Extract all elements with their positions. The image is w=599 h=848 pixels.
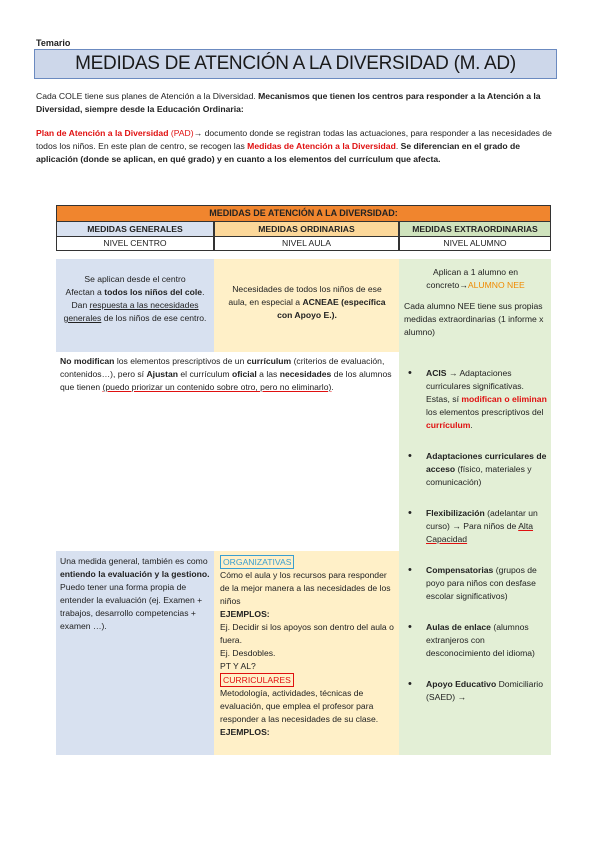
ejemplos-label: EJEMPLOS: (220, 609, 270, 619)
extra-intro (404, 266, 547, 292)
enlace-text: (alumnos extranjeros con desconocimiento del idioma) (426, 622, 535, 658)
organizativas-text: Cómo el aula y los recursos para responder de la mejor manera a las necesidades de los niños (220, 570, 391, 606)
acis-text-2: los elementos prescriptivos del (426, 407, 544, 417)
ejemplos-label-2: EJEMPLOS: (220, 727, 270, 737)
ordinary-plain: Necesidades de todos los niños de ese aula, en especial a (228, 284, 382, 307)
no-modifican-paragraph (60, 355, 394, 394)
ordinary-cell-text (222, 283, 392, 322)
intro-paragraph-1 (36, 90, 558, 116)
intro-paragraph-2 (36, 127, 558, 166)
apoyo-text: Domiciliario (SAED) → (426, 679, 543, 702)
column-header-general: MEDIDAS GENERALES (56, 222, 214, 237)
alumno-nee-label: ALUMNO NEE (467, 280, 525, 290)
compens-title: Compensatorias (426, 565, 494, 575)
nm-t6: . (331, 382, 334, 392)
apoyo-title: Apoyo Educativo (426, 679, 497, 689)
list-item-acceso (404, 450, 549, 489)
list-item-apoyo (404, 678, 549, 704)
list-item-flexibilizacion (404, 507, 549, 546)
ge-t1: Una medida general, también es como (60, 556, 208, 566)
column-sub-ordinary: NIVEL AULA (214, 237, 399, 251)
general-line-3-underlined: respuesta a las necesidades generales (63, 300, 199, 323)
acis-title: ACIS (426, 368, 447, 378)
nm-b2: currículum (246, 356, 292, 366)
ge-b1: entiendo la evaluación y la gestiono. (60, 569, 210, 579)
acceso-text: (físico, materiales y comunicación) (426, 464, 532, 487)
extra-p2: Cada alumno NEE tiene sus propias medidas extraordinarias (1 informe x alumno) (404, 301, 544, 337)
intro-p1-bold: Mecanismos que tienen los centros para responder a la Atención a la Diversidad, siempre desde la Educación Ordinaria: (36, 91, 541, 114)
enlace-title: Aulas de enlace (426, 622, 491, 632)
example-1: Ej. Decidir si los apoyos son dentro del aula o fuera. (220, 622, 394, 645)
column-sub-extraordinary: NIVEL ALUMNO (399, 237, 551, 251)
general-line-1: Se aplican desde el centro (84, 274, 186, 284)
general-cell-text (62, 273, 208, 325)
acceso-title: Adaptaciones curriculares de acceso (426, 451, 547, 474)
nm-underlined: (puedo priorizar un contenido sobre otro, pero no eliminarlo) (102, 382, 332, 392)
curriculares-label: CURRICULARES (220, 673, 294, 687)
general-line-3-end: de los niños de ese centro. (101, 313, 207, 323)
flex-text: (adelantar un curso) → Para niños de (426, 508, 538, 531)
general-line-3: . Dan (71, 287, 205, 310)
nm-b5: necesidades (279, 369, 332, 379)
document-subject: Temario (36, 38, 71, 48)
general-line-2-bold: todos los niños del cole (104, 287, 203, 297)
column-header-ordinary: MEDIDAS ORDINARIAS (214, 222, 399, 237)
arrow-right-icon: → (459, 280, 468, 290)
organizativas-label: ORGANIZATIVAS (220, 555, 294, 569)
extra-measures-list (404, 367, 549, 722)
list-item-acis (404, 367, 549, 432)
nm-b3: Ajustan (146, 369, 178, 379)
intro-p2-bold: Se diferencian en el grado de aplicación (donde se aplican, en qué grado) y en cuanto a los elementos del currículum que afecta. (36, 141, 521, 164)
nm-t5: de los alumnos que tienen (60, 369, 392, 392)
acis-end: . (470, 420, 473, 430)
list-item-compensatorias (404, 564, 549, 603)
page-title: MEDIDAS DE ATENCIÓN A LA DIVERSIDAD (M. AD) (34, 49, 557, 79)
pad-description: documento donde se registran todas las actuaciones, para responder a las necesidades de todos los niños. En este plan de centro, se recogen las (36, 128, 552, 151)
flex-underlined: Alta Capacidad (426, 521, 534, 544)
nm-b4: oficial (231, 369, 257, 379)
ge-t2: Puedo tener una forma propia de entender la evaluación (ej. Examen + trabajos, desarrollo competencias + examen …). (60, 582, 203, 631)
column-sub-general: NIVEL CENTRO (56, 237, 214, 251)
example-2: Ej. Desdobles. (220, 648, 276, 658)
acis-red-2: currículum (426, 420, 471, 430)
example-3: PT Y AL? (220, 661, 256, 671)
compens-text: (grupos de poyo para niños con desfase escolar significativos) (426, 565, 537, 601)
acis-text: → Adaptaciones curriculares significativas. Estas, sí (426, 368, 524, 404)
nm-t1: los elementos prescriptivos de un (114, 356, 247, 366)
nm-t3: el currículum (177, 369, 232, 379)
ordinary-bold: ACNEAE (específica con Apoyo E.). (277, 297, 386, 320)
general-eval-text (60, 555, 212, 633)
curriculares-text: Metodología, actividades, técnicas de evaluación, que emplea el profesor para responder a las necesidades de su clase. (220, 688, 379, 724)
mad-term: Medidas de Atención a la Diversidad (247, 141, 396, 151)
table-title: MEDIDAS DE ATENCIÓN A LA DIVERSIDAD: (56, 205, 551, 222)
list-item-enlace (404, 621, 549, 660)
pad-term: Plan de Atención a la Diversidad (36, 128, 169, 138)
intro-p1-text: Cada COLE tiene sus planes de Atención a la Diversidad. (36, 91, 259, 101)
extra-p1: Aplican a 1 alumno en concreto (426, 267, 519, 290)
nm-b1: No modifican (60, 356, 115, 366)
general-line-2: Afectan a (65, 287, 105, 297)
pad-acronym: (PAD) (168, 128, 194, 138)
punct: . (395, 141, 401, 151)
nm-t2: (criterios de evaluación, contenidos…), pero sí (60, 356, 385, 379)
arrow-icon: → (193, 128, 203, 138)
flex-title: Flexibilización (426, 508, 485, 518)
column-header-extraordinary: MEDIDAS EXTRAORDINARIAS (399, 222, 551, 237)
acis-red: modifican o eliminan (461, 394, 547, 404)
ordinary-detail (220, 555, 396, 739)
nm-t4: a las (256, 369, 280, 379)
